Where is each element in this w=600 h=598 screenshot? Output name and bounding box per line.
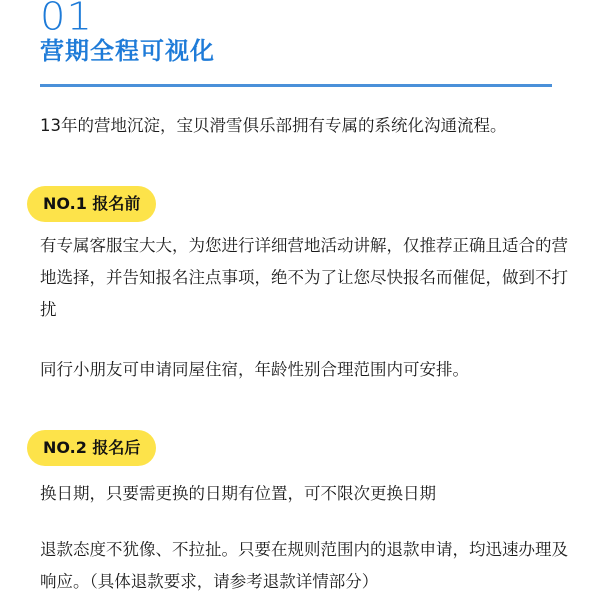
before-signup-paragraph-2: 同行小朋友可申请同屋住宿，年龄性别合理范围内可安排。 [40,360,469,379]
section-number: 01 [40,0,93,39]
intro-text: 13年的营地沉淀，宝贝滑雪俱乐部拥有专属的系统化沟通流程。 [40,116,507,135]
before-signup-paragraph-1: 有专属客服宝大大，为您进行详细营地活动讲解，仅推荐正确且适合的营地选择，并告知报名注点事项，绝不为了让您尽快报名而催促，做到不打扰 [40,236,568,319]
after-signup-paragraph-2: 退款态度不犹像、不拉扯。只要在规则范围内的退款申请，均迅速办理及响应。（具体退款要求，请参考退款详情部分） [40,540,568,591]
title-divider [40,84,552,87]
before-signup-badge: NO.1 报名前 [27,186,156,222]
after-signup-paragraph-1: 换日期，只要需更换的日期有位置，可不限次更换日期 [40,484,436,503]
section-title: 营期全程可视化 [40,37,215,65]
after-signup-badge: NO.2 报名后 [27,430,156,466]
